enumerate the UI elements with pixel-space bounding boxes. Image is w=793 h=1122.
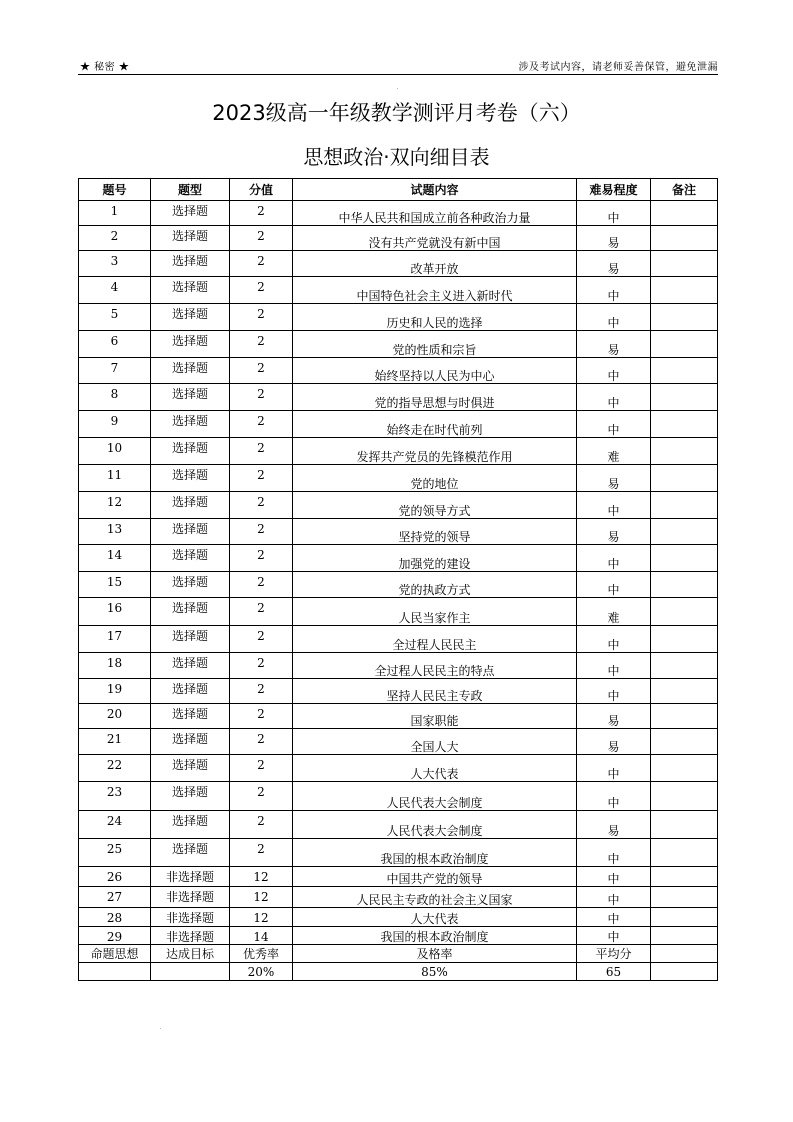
question-content: 党的执政方式: [293, 572, 577, 598]
question-remark: [651, 839, 718, 867]
table-row: [79, 887, 718, 908]
question-score: 14: [230, 927, 293, 945]
question-difficulty: 中: [577, 908, 651, 927]
summary-label: 命题思想: [79, 945, 151, 963]
question-difficulty: 易: [577, 519, 651, 545]
question-difficulty: 易: [577, 811, 651, 839]
question-number: 4: [79, 277, 151, 304]
column-header: 题型: [151, 179, 230, 201]
summary-value-row: [79, 963, 718, 981]
question-remark: [651, 545, 718, 572]
question-content: 国家职能: [293, 704, 577, 729]
question-score: 2: [230, 465, 293, 492]
question-difficulty: 中: [577, 358, 651, 384]
summary-label: 及格率: [293, 945, 577, 963]
question-score: 2: [230, 839, 293, 867]
question-content: 没有共产党就没有新中国: [293, 226, 577, 251]
question-remark: [651, 465, 718, 492]
question-remark: [651, 277, 718, 304]
question-difficulty: 中: [577, 545, 651, 572]
question-score: 2: [230, 811, 293, 839]
spec-table: [78, 178, 718, 981]
question-content: 党的指导思想与时俱进: [293, 384, 577, 411]
question-difficulty: 中: [577, 411, 651, 438]
question-content: 发挥共产党员的先锋模范作用: [293, 438, 577, 465]
question-type: 选择题: [151, 492, 230, 519]
summary-value: [151, 963, 230, 981]
table-row: [79, 492, 718, 519]
question-type: 选择题: [151, 839, 230, 867]
question-number: 13: [79, 519, 151, 545]
question-content: 中国共产党的领导: [293, 867, 577, 887]
question-content: 人民代表大会制度: [293, 782, 577, 811]
page-header: [78, 58, 718, 75]
table-row: [79, 679, 718, 704]
summary-label: 平均分: [577, 945, 651, 963]
question-type: 选择题: [151, 226, 230, 251]
question-number: 10: [79, 438, 151, 465]
question-content: 人大代表: [293, 755, 577, 782]
table-row: [79, 729, 718, 755]
question-number: 23: [79, 782, 151, 811]
question-score: 2: [230, 704, 293, 729]
column-header: 分值: [230, 179, 293, 201]
question-remark: [651, 927, 718, 945]
question-remark: [651, 653, 718, 679]
summary-label: [651, 945, 718, 963]
question-difficulty: 易: [577, 226, 651, 251]
table-row: [79, 653, 718, 679]
scan-speck: [397, 88, 398, 89]
table-row: [79, 598, 718, 626]
question-type: 选择题: [151, 519, 230, 545]
question-score: 2: [230, 384, 293, 411]
table-row: [79, 927, 718, 945]
table-row: [79, 331, 718, 358]
question-difficulty: 中: [577, 572, 651, 598]
question-score: 2: [230, 358, 293, 384]
question-content: 改革开放: [293, 251, 577, 277]
question-score: 2: [230, 729, 293, 755]
question-remark: [651, 438, 718, 465]
question-score: 2: [230, 438, 293, 465]
summary-value: 20%: [230, 963, 293, 981]
question-content: 人大代表: [293, 908, 577, 927]
question-score: 2: [230, 251, 293, 277]
question-difficulty: 中: [577, 304, 651, 331]
question-score: 2: [230, 545, 293, 572]
summary-value: 65: [577, 963, 651, 981]
question-number: 26: [79, 867, 151, 887]
question-score: 2: [230, 626, 293, 653]
question-number: 17: [79, 626, 151, 653]
question-remark: [651, 704, 718, 729]
question-remark: [651, 729, 718, 755]
question-number: 20: [79, 704, 151, 729]
question-number: 8: [79, 384, 151, 411]
column-header: 试题内容: [293, 179, 577, 201]
question-score: 2: [230, 598, 293, 626]
question-type: 非选择题: [151, 867, 230, 887]
question-remark: [651, 679, 718, 704]
question-content: 始终坚持以人民为中心: [293, 358, 577, 384]
question-score: 2: [230, 331, 293, 358]
question-score: 2: [230, 519, 293, 545]
question-number: 24: [79, 811, 151, 839]
question-type: 选择题: [151, 811, 230, 839]
question-difficulty: 中: [577, 887, 651, 908]
page-subtitle: 思想政治·双向细目表: [303, 145, 490, 169]
question-score: 2: [230, 679, 293, 704]
question-type: 选择题: [151, 755, 230, 782]
question-content: 党的领导方式: [293, 492, 577, 519]
question-content: 人民代表大会制度: [293, 811, 577, 839]
question-type: 选择题: [151, 704, 230, 729]
question-difficulty: 易: [577, 331, 651, 358]
question-type: 选择题: [151, 465, 230, 492]
table-row: [79, 251, 718, 277]
table-row: [79, 839, 718, 867]
question-remark: [651, 626, 718, 653]
column-header: 题号: [79, 179, 151, 201]
question-difficulty: 易: [577, 729, 651, 755]
question-remark: [651, 908, 718, 927]
question-type: 选择题: [151, 598, 230, 626]
question-score: 2: [230, 653, 293, 679]
question-content: 全过程人民民主: [293, 626, 577, 653]
table-row: [79, 465, 718, 492]
table-row: [79, 704, 718, 729]
question-number: 28: [79, 908, 151, 927]
question-score: 2: [230, 304, 293, 331]
page-title: 2023级高一年级教学测评月考卷（六）: [212, 101, 581, 125]
question-difficulty: 中: [577, 277, 651, 304]
question-score: 2: [230, 572, 293, 598]
question-score: 12: [230, 887, 293, 908]
question-type: 选择题: [151, 626, 230, 653]
question-number: 6: [79, 331, 151, 358]
question-difficulty: 易: [577, 251, 651, 277]
table-row: [79, 572, 718, 598]
question-difficulty: 中: [577, 782, 651, 811]
question-type: 选择题: [151, 331, 230, 358]
question-remark: [651, 331, 718, 358]
question-type: 选择题: [151, 304, 230, 331]
question-type: 选择题: [151, 782, 230, 811]
question-number: 29: [79, 927, 151, 945]
question-difficulty: 中: [577, 679, 651, 704]
question-difficulty: 中: [577, 492, 651, 519]
question-score: 12: [230, 908, 293, 927]
table-header-row: [79, 179, 718, 201]
question-number: 27: [79, 887, 151, 908]
summary-label: 优秀率: [230, 945, 293, 963]
question-score: 2: [230, 411, 293, 438]
question-difficulty: 中: [577, 867, 651, 887]
question-type: 选择题: [151, 201, 230, 226]
question-difficulty: 难: [577, 438, 651, 465]
question-content: 我国的根本政治制度: [293, 839, 577, 867]
table-row: [79, 304, 718, 331]
question-content: 加强党的建设: [293, 545, 577, 572]
column-header: 备注: [651, 179, 718, 201]
question-score: 2: [230, 492, 293, 519]
question-content: 全过程人民民主的特点: [293, 653, 577, 679]
question-difficulty: 易: [577, 465, 651, 492]
question-number: 9: [79, 411, 151, 438]
question-type: 非选择题: [151, 908, 230, 927]
question-number: 11: [79, 465, 151, 492]
question-remark: [651, 201, 718, 226]
question-remark: [651, 867, 718, 887]
question-score: 2: [230, 755, 293, 782]
confidential-mark: ★ 秘密 ★: [80, 62, 130, 73]
question-score: 2: [230, 782, 293, 811]
summary-label: 达成目标: [151, 945, 230, 963]
summary-label-row: [79, 945, 718, 963]
question-remark: [651, 755, 718, 782]
table-row: [79, 277, 718, 304]
question-difficulty: 中: [577, 927, 651, 945]
question-number: 15: [79, 572, 151, 598]
question-remark: [651, 251, 718, 277]
table-row: [79, 755, 718, 782]
question-content: 党的性质和宗旨: [293, 331, 577, 358]
question-content: 始终走在时代前列: [293, 411, 577, 438]
question-type: 选择题: [151, 438, 230, 465]
question-type: 选择题: [151, 384, 230, 411]
question-number: 18: [79, 653, 151, 679]
question-content: 党的地位: [293, 465, 577, 492]
table-row: [79, 782, 718, 811]
question-content: 人民当家作主: [293, 598, 577, 626]
question-number: 22: [79, 755, 151, 782]
question-remark: [651, 411, 718, 438]
question-score: 12: [230, 867, 293, 887]
question-type: 非选择题: [151, 887, 230, 908]
question-difficulty: 中: [577, 839, 651, 867]
question-remark: [651, 304, 718, 331]
question-content: 我国的根本政治制度: [293, 927, 577, 945]
question-remark: [651, 226, 718, 251]
question-remark: [651, 782, 718, 811]
summary-value: [651, 963, 718, 981]
question-number: 16: [79, 598, 151, 626]
question-remark: [651, 358, 718, 384]
question-number: 14: [79, 545, 151, 572]
question-content: 中华人民共和国成立前各种政治力量: [293, 201, 577, 226]
question-remark: [651, 572, 718, 598]
summary-value: 85%: [293, 963, 577, 981]
question-remark: [651, 492, 718, 519]
question-remark: [651, 384, 718, 411]
question-remark: [651, 887, 718, 908]
table-row: [79, 358, 718, 384]
question-type: 选择题: [151, 653, 230, 679]
table-row: [79, 384, 718, 411]
question-score: 2: [230, 226, 293, 251]
question-type: 选择题: [151, 679, 230, 704]
question-number: 21: [79, 729, 151, 755]
table-row: [79, 226, 718, 251]
question-type: 选择题: [151, 251, 230, 277]
question-difficulty: 中: [577, 626, 651, 653]
question-difficulty: 中: [577, 384, 651, 411]
table-row: [79, 908, 718, 927]
table-row: [79, 545, 718, 572]
question-difficulty: 易: [577, 704, 651, 729]
question-type: 选择题: [151, 358, 230, 384]
question-remark: [651, 519, 718, 545]
question-type: 选择题: [151, 545, 230, 572]
question-number: 25: [79, 839, 151, 867]
question-difficulty: 中: [577, 653, 651, 679]
question-remark: [651, 598, 718, 626]
table-row: [79, 201, 718, 226]
question-content: 坚持党的领导: [293, 519, 577, 545]
question-difficulty: 难: [577, 598, 651, 626]
table-row: [79, 867, 718, 887]
question-number: 19: [79, 679, 151, 704]
question-number: 1: [79, 201, 151, 226]
question-remark: [651, 811, 718, 839]
column-header: 难易程度: [577, 179, 651, 201]
question-content: 中国特色社会主义进入新时代: [293, 277, 577, 304]
question-type: 选择题: [151, 572, 230, 598]
question-score: 2: [230, 201, 293, 226]
question-difficulty: 中: [577, 201, 651, 226]
table-row: [79, 519, 718, 545]
question-number: 2: [79, 226, 151, 251]
question-type: 非选择题: [151, 927, 230, 945]
question-score: 2: [230, 277, 293, 304]
question-difficulty: 中: [577, 755, 651, 782]
scan-speck: [160, 1028, 161, 1029]
table-row: [79, 411, 718, 438]
question-number: 5: [79, 304, 151, 331]
table-row: [79, 811, 718, 839]
question-type: 选择题: [151, 729, 230, 755]
question-content: 历史和人民的选择: [293, 304, 577, 331]
question-type: 选择题: [151, 277, 230, 304]
confidentiality-notice: 涉及考试内容，请老师妥善保管，避免泄漏: [518, 62, 718, 73]
question-number: 3: [79, 251, 151, 277]
question-number: 12: [79, 492, 151, 519]
table-row: [79, 438, 718, 465]
table-row: [79, 626, 718, 653]
question-content: 坚持人民民主专政: [293, 679, 577, 704]
question-content: 人民民主专政的社会主义国家: [293, 887, 577, 908]
question-type: 选择题: [151, 411, 230, 438]
summary-value: [79, 963, 151, 981]
question-number: 7: [79, 358, 151, 384]
question-content: 全国人大: [293, 729, 577, 755]
